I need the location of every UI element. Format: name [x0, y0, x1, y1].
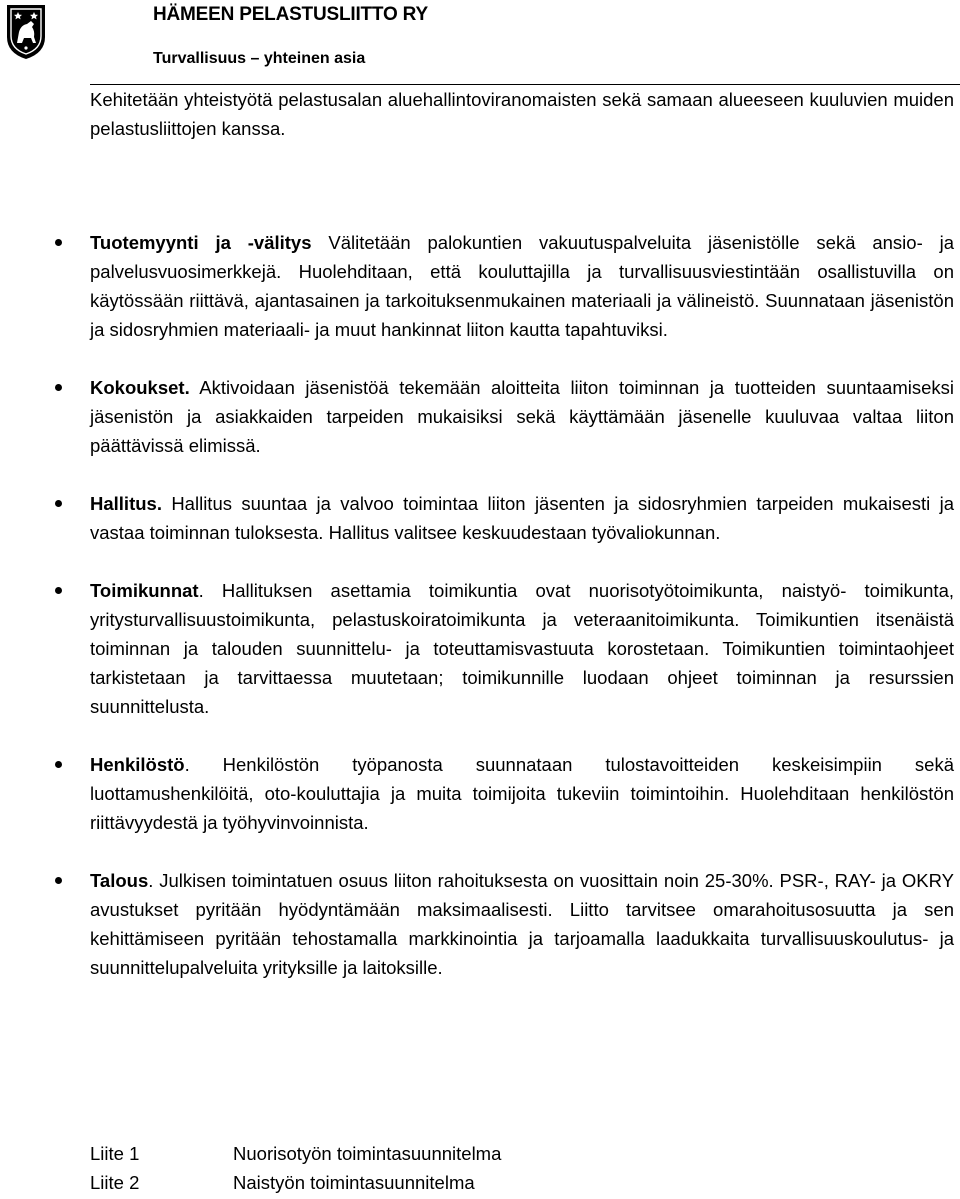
bullet-item-talous: [0, 866, 954, 982]
bullet-item-henkilosto: [0, 750, 954, 837]
bullet-item-toimikunnat: [0, 576, 954, 721]
appendix-list: [90, 1139, 501, 1197]
bullet-item-tuotemyynti: [0, 228, 954, 344]
bullet-dot: [55, 877, 62, 884]
bullet-dot: [55, 761, 62, 768]
bullet-body: . Hallituksen asettamia toimikuntia ovat nuorisotyötoimikunta, naistyö- toimikunta, yritysturvallisuustoimikunta, pelastuskoiratoimikunta ja veteraanitoimikunta. Toimikuntien itsenäistä toiminnan ja talouden suunnittelu- ja toteuttamisvastuuta korostetaan. Toimikuntien toimintaohjeet tarkistetaan ja tarvittaessa muutetaan; toimikunnille luodaan ohjeet toiminnan ja resurssien suunnittelusta.: [90, 580, 954, 717]
organization-slogan: Turvallisuus – yhteinen asia: [153, 50, 366, 67]
appendix-title: Naistyön toimintasuunnitelma: [233, 1172, 475, 1193]
bullet-dot: [55, 384, 62, 391]
bullet-body: Aktivoidaan jäsenistöä tekemään aloitteita liiton toiminnan ja tuotteiden suuntaamiseksi jäsenistön ja asiakkaiden tarpeiden mukaisiksi sekä käyttämään jäsenelle kuuluvaa valtaa liiton päättävissä elimissä.: [90, 377, 954, 456]
bullet-dot: [55, 500, 62, 507]
bullet-list: [0, 228, 960, 1011]
bullet-body: . Julkisen toimintatuen osuus liiton rahoituksesta on vuosittain noin 25-30%. PSR-, RAY- ja OKRY avustukset pyritään hyödyntämään maksimaalisesti. Liitto tarvitsee omarahoitusosuutta ja sen kehittämiseen pyritään tehostamalla markkinointia ja tarjoamalla laadukkaita turvallisuuskoulutus- ja suunnittelupalveluita yrityksille ja laitoksille.: [90, 870, 954, 978]
bullet-body: Välitetään palokuntien vakuutuspalveluita jäsenistölle sekä ansio- ja palvelusvuosimerkkejä. Huolehditaan, että kouluttajilla ja turvallisuusviestintään osallistuvilla on käytössään riittävä, ajantasainen ja tarkoituksenmukainen materiaali ja välineistö. Suunnataan jäsenistön ja sidosryhmien materiaali- ja muut hankinnat liiton kautta tapahtuviksi.: [90, 232, 954, 340]
bullet-title: Toimikunnat: [90, 580, 199, 601]
bullet-item-hallitus: [0, 489, 954, 547]
appendix-row: [90, 1168, 501, 1197]
bullet-title: Talous: [90, 870, 149, 891]
bullet-title: Henkilöstö: [90, 754, 185, 775]
intro-paragraph: [90, 85, 954, 143]
appendix-title: Nuorisotyön toimintasuunnitelma: [233, 1143, 502, 1164]
coat-of-arms-logo: [5, 3, 47, 61]
bullet-title: Kokoukset.: [90, 377, 190, 398]
appendix-label: Liite 2: [90, 1172, 140, 1193]
bullet-body: Hallitus suuntaa ja valvoo toimintaa liiton jäsenten ja sidosryhmien tarpeiden mukaisesti ja vastaa toiminnan tuloksesta. Hallitus valitsee keskuudestaan työvaliokunnan.: [90, 493, 954, 543]
appendix-row: [90, 1139, 501, 1168]
bullet-title: Tuotemyynti ja -välitys: [90, 232, 312, 253]
bullet-dot: [55, 587, 62, 594]
organization-name: HÄMEEN PELASTUSLIITTO RY: [153, 4, 428, 25]
bullet-title: Hallitus.: [90, 493, 162, 514]
bullet-body: . Henkilöstön työpanosta suunnataan tulostavoitteiden keskeisimpiin sekä luottamushenkilöitä, oto-kouluttajia ja muita toimijoita tukeviin toimintoihin. Huolehditaan henkilöstön riittävyydestä ja työhyvinvoinnista.: [90, 754, 954, 833]
appendix-label: Liite 1: [90, 1143, 140, 1164]
bullet-dot: [55, 239, 62, 246]
bullet-item-kokoukset: [0, 373, 954, 460]
intro-text: Kehitetään yhteistyötä pelastusalan aluehallintoviranomaisten sekä samaan alueeseen kuuluvien muiden pelastusliittojen kanssa.: [90, 89, 954, 139]
